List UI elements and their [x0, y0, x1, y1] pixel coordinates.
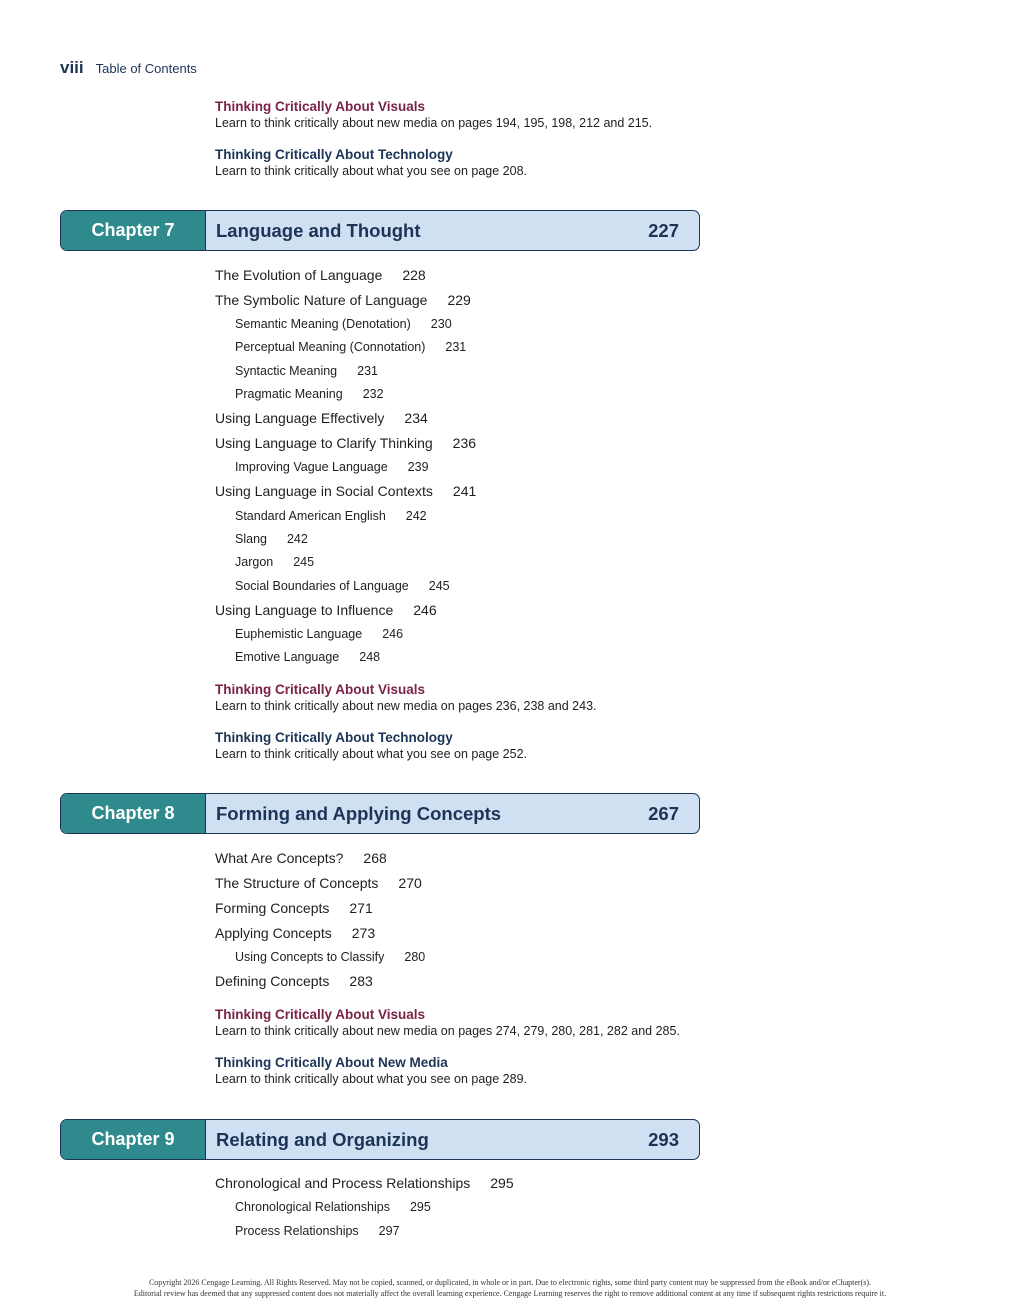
entry-text: Using Language Effectively: [215, 410, 385, 426]
chapter-page: 267: [648, 802, 679, 824]
toc-entry[interactable]: [215, 1175, 514, 1191]
entry-page: 242: [405, 509, 427, 523]
entry-text: Forming Concepts: [215, 900, 330, 916]
feature-desc: Learn to think critically about new media on pages 274, 279, 280, 281, 282 and 285.: [215, 1024, 680, 1038]
entry-page: 248: [359, 650, 381, 664]
entry-page: 295: [490, 1175, 514, 1191]
chapter-9-bar[interactable]: [60, 1119, 700, 1160]
toc-entry[interactable]: [215, 410, 428, 426]
toc-subentry[interactable]: [235, 340, 466, 354]
feature-visuals: [215, 681, 735, 715]
feature-title: Thinking Critically About Technology: [215, 147, 453, 162]
feature-title: Thinking Critically About Visuals: [215, 99, 426, 114]
entry-text: Using Language in Social Contexts: [215, 483, 433, 499]
entry-page: 236: [452, 435, 477, 451]
entry-page: 273: [351, 925, 376, 941]
entry-page: 241: [452, 483, 477, 499]
chapter-label: Chapter 9: [61, 1120, 206, 1159]
toc-subentry[interactable]: [235, 1200, 431, 1214]
entry-text: Semantic Meaning (Denotation): [235, 317, 411, 331]
toc-entry[interactable]: [215, 292, 471, 308]
entry-text: Emotive Language: [235, 650, 340, 664]
entry-page: 270: [398, 875, 422, 891]
chapter-page: 293: [648, 1128, 679, 1150]
page-number: viii: [60, 58, 84, 77]
entry-text: The Structure of Concepts: [215, 875, 379, 891]
toc-entry[interactable]: [215, 875, 422, 891]
feature-desc: Learn to think critically about what you see on page 252.: [215, 747, 528, 761]
entry-page: 231: [357, 364, 378, 378]
feature-desc: Learn to think critically about what you see on page 208.: [215, 164, 528, 178]
entry-text: The Evolution of Language: [215, 267, 383, 283]
chapter-label: Chapter 7: [61, 211, 206, 250]
toc-subentry[interactable]: [235, 555, 314, 569]
entry-text: Using Language to Influence: [215, 602, 394, 618]
toc-subentry[interactable]: [235, 532, 308, 546]
entry-text: Social Boundaries of Language: [235, 579, 409, 593]
toc-subentry[interactable]: [235, 509, 427, 523]
feature-desc: Learn to think critically about new media on pages 194, 195, 198, 212 and 215.: [215, 116, 653, 130]
page-header: [60, 58, 197, 80]
entry-text: Standard American English: [235, 509, 386, 523]
feature-desc: Learn to think critically about new media on pages 236, 238 and 243.: [215, 699, 597, 713]
entry-text: Pragmatic Meaning: [235, 387, 343, 401]
entry-page: 280: [404, 950, 426, 964]
toc-subentry[interactable]: [235, 387, 384, 401]
toc-entry[interactable]: [215, 602, 437, 618]
chapter-8-bar[interactable]: [60, 793, 700, 834]
feature-title: Thinking Critically About Visuals: [215, 1007, 426, 1022]
feature-desc: Learn to think critically about what you see on page 289.: [215, 1072, 528, 1086]
chapter-title: Forming and Applying Concepts: [216, 802, 502, 824]
toc-subentry[interactable]: [235, 460, 429, 474]
entry-page: 268: [363, 850, 387, 866]
toc-entry[interactable]: [215, 483, 476, 499]
entry-text: Perceptual Meaning (Connotation): [235, 340, 426, 354]
entry-text: Euphemistic Language: [235, 627, 363, 641]
entry-page: 245: [293, 555, 315, 569]
feature-visuals: [215, 98, 735, 132]
toc-subentry[interactable]: [235, 950, 425, 964]
feature-new-media: [215, 1054, 735, 1088]
toc-subentry[interactable]: [235, 364, 378, 378]
entry-page: 283: [349, 973, 373, 989]
chapter-7-bar[interactable]: [60, 210, 700, 251]
entry-text: Process Relationships: [235, 1224, 359, 1238]
entry-page: 242: [286, 532, 308, 546]
entry-page: 230: [430, 317, 452, 331]
footer-line: Copyright 2026 Cengage Learning. All Rights Reserved. May not be copied, scanned, or duplicated, in whole or in part. Due to electronic rights, some third party content may be suppressed from the eBook and/or eChapter(s).: [148, 1278, 872, 1287]
feature-technology: [215, 146, 735, 180]
entry-page: 246: [413, 602, 437, 618]
entry-text: Syntactic Meaning: [235, 364, 338, 378]
entry-text: Defining Concepts: [215, 973, 330, 989]
entry-page: 297: [378, 1224, 400, 1238]
entry-page: 229: [447, 292, 471, 308]
chapter-title: Language and Thought: [216, 219, 421, 241]
entry-text: The Symbolic Nature of Language: [215, 292, 428, 308]
running-head: Table of Contents: [95, 61, 197, 76]
toc-entry[interactable]: [215, 900, 373, 916]
feature-visuals: [215, 1006, 735, 1040]
entry-text: Using Concepts to Classify: [235, 950, 385, 964]
toc-entry[interactable]: [215, 850, 387, 866]
toc-entry[interactable]: [215, 435, 476, 451]
toc-subentry[interactable]: [235, 627, 403, 641]
entry-text: Jargon: [235, 555, 274, 569]
toc-subentry[interactable]: [235, 317, 452, 331]
entry-page: 228: [402, 267, 426, 283]
toc-subentry[interactable]: [235, 650, 380, 664]
feature-title: Thinking Critically About New Media: [215, 1055, 448, 1070]
copyright-footer: [0, 1277, 1020, 1299]
entry-page: 239: [407, 460, 429, 474]
chapter-page: 227: [648, 219, 679, 241]
entry-text: Chronological and Process Relationships: [215, 1175, 471, 1191]
entry-page: 271: [349, 900, 373, 916]
toc-subentry[interactable]: [235, 1224, 400, 1238]
feature-title: Thinking Critically About Visuals: [215, 682, 426, 697]
feature-title: Thinking Critically About Technology: [215, 730, 453, 745]
toc-entry[interactable]: [215, 925, 375, 941]
toc-entry[interactable]: [215, 267, 426, 283]
entry-page: 295: [409, 1200, 431, 1214]
entry-text: Applying Concepts: [215, 925, 332, 941]
toc-entry[interactable]: [215, 973, 373, 989]
entry-text: Using Language to Clarify Thinking: [215, 435, 433, 451]
entry-page: 246: [382, 627, 404, 641]
entry-page: 245: [428, 579, 450, 593]
toc-subentry[interactable]: [235, 579, 450, 593]
chapter-label: Chapter 8: [61, 794, 206, 833]
entry-text: Slang: [235, 532, 267, 546]
entry-page: 231: [445, 340, 467, 354]
entry-page: 234: [404, 410, 428, 426]
entry-page: 232: [362, 387, 384, 401]
footer-line: Editorial review has deemed that any suppressed content does not materially affect the overall learning experience. Cengage Learning reserves the right to remove additional content at any time if subsequent rights restrictions require it.: [133, 1289, 887, 1298]
entry-text: Chronological Relationships: [235, 1200, 390, 1214]
feature-technology: [215, 729, 735, 763]
entry-text: Improving Vague Language: [235, 460, 388, 474]
entry-text: What Are Concepts?: [215, 850, 344, 866]
chapter-title: Relating and Organizing: [216, 1128, 429, 1150]
